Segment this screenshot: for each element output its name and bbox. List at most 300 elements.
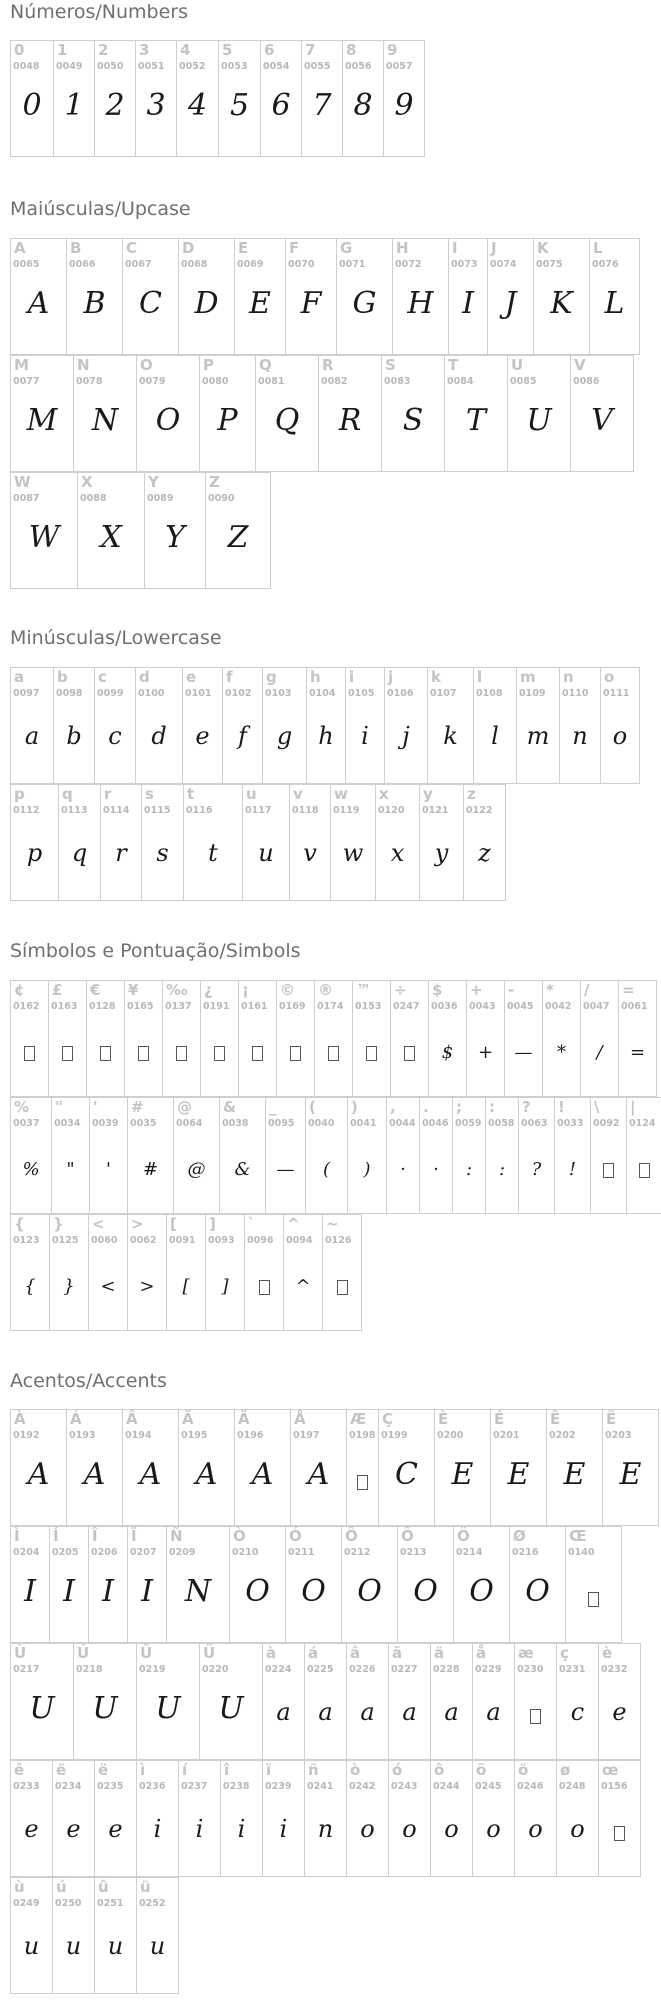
character-code: 0098 bbox=[56, 688, 83, 699]
glyph-sample: G bbox=[352, 286, 377, 321]
character-code: 0035 bbox=[130, 1118, 157, 1129]
glyph-cell bbox=[265, 1097, 306, 1214]
missing-glyph-box bbox=[639, 1163, 650, 1178]
glyph-cell bbox=[533, 238, 590, 355]
missing-glyph-icon bbox=[49, 1044, 86, 1062]
missing-glyph-box bbox=[214, 1046, 225, 1061]
character-label: Ï bbox=[131, 1527, 137, 1545]
glyph-sample: A bbox=[195, 1457, 218, 1492]
glyph-sample: / bbox=[596, 1042, 603, 1063]
glyph-cell bbox=[352, 980, 391, 1097]
glyph-sample: p bbox=[26, 839, 43, 867]
character-code: 0205 bbox=[52, 1547, 79, 1558]
character-label: l bbox=[477, 668, 483, 686]
missing-glyph-icon bbox=[627, 1161, 661, 1179]
glyph-cell bbox=[427, 667, 474, 784]
glyph-sample: o bbox=[486, 1815, 501, 1843]
glyph-cell bbox=[77, 472, 145, 589]
glyph-sample: E bbox=[619, 1457, 642, 1492]
section-title-acentos-accents: Acentos/Accents bbox=[10, 1370, 167, 1392]
glyph-cell bbox=[100, 784, 142, 901]
character-code: 0218 bbox=[76, 1664, 103, 1675]
character-code: 0120 bbox=[378, 805, 405, 816]
missing-glyph-box bbox=[530, 1709, 541, 1724]
glyph-cell bbox=[626, 1097, 661, 1214]
glyph-sample: K bbox=[550, 286, 573, 321]
character-label: ) bbox=[351, 1098, 358, 1116]
character-label: O bbox=[140, 356, 153, 374]
character-label: Ñ bbox=[170, 1527, 183, 1545]
glyph-sample: j bbox=[402, 722, 410, 750]
glyph-cell bbox=[178, 1409, 235, 1526]
glyph-cell bbox=[10, 472, 78, 589]
glyph-sample: U bbox=[29, 1691, 55, 1726]
character-code: 0156 bbox=[601, 1781, 628, 1792]
character-code: 0063 bbox=[521, 1118, 548, 1129]
character-label: U bbox=[511, 356, 524, 374]
glyph-cell bbox=[222, 667, 263, 784]
character-label: ÷ bbox=[394, 981, 407, 999]
glyph-sample: U bbox=[92, 1691, 118, 1726]
character-label: ~ bbox=[326, 1215, 339, 1233]
glyph-sample: ^ bbox=[295, 1276, 311, 1297]
glyph-sample: [ bbox=[182, 1276, 190, 1297]
character-code: 0232 bbox=[601, 1664, 628, 1675]
glyph-sample: l bbox=[491, 722, 499, 750]
glyph-sample: u bbox=[65, 1932, 82, 1960]
glyph-sample: & bbox=[234, 1159, 251, 1180]
glyph-cell bbox=[306, 667, 346, 784]
character-label: \ bbox=[594, 1098, 600, 1116]
character-label: ; bbox=[456, 1098, 462, 1116]
missing-glyph-box bbox=[614, 1826, 625, 1841]
glyph-sample: > bbox=[139, 1276, 155, 1297]
character-label: $ bbox=[432, 981, 443, 999]
character-code: 0048 bbox=[13, 61, 40, 72]
character-label: Ò bbox=[233, 1527, 246, 1545]
glyph-sample: e bbox=[612, 1698, 627, 1726]
character-code: 0087 bbox=[13, 493, 40, 504]
character-code: 0101 bbox=[185, 688, 212, 699]
glyph-cell bbox=[182, 667, 223, 784]
glyph-cell bbox=[48, 980, 87, 1097]
character-code: 0075 bbox=[536, 259, 563, 270]
character-code: 0082 bbox=[321, 376, 348, 387]
glyph-cell bbox=[52, 1760, 95, 1877]
character-code: 0099 bbox=[97, 688, 124, 699]
character-label: Û bbox=[140, 1644, 153, 1662]
character-code: 0105 bbox=[348, 688, 375, 699]
glyph-sample: i bbox=[237, 1815, 246, 1843]
glyph-sample: S bbox=[402, 403, 424, 438]
glyph-cell bbox=[53, 40, 95, 157]
glyph-cell bbox=[10, 1877, 53, 1994]
glyph-sample: z bbox=[478, 839, 491, 867]
character-label: Z bbox=[209, 473, 220, 491]
glyph-cell bbox=[392, 238, 449, 355]
glyph-cell bbox=[472, 1760, 515, 1877]
glyph-sample: a bbox=[444, 1698, 459, 1726]
character-label: ö bbox=[518, 1761, 529, 1779]
glyph-sample: E bbox=[563, 1457, 586, 1492]
character-label: Í bbox=[53, 1527, 59, 1545]
character-label: À bbox=[14, 1410, 26, 1428]
glyph-cell bbox=[135, 40, 177, 157]
character-code: 0199 bbox=[381, 1430, 408, 1441]
character-code: 0162 bbox=[13, 1001, 40, 1012]
character-label: C bbox=[126, 239, 138, 257]
character-code: 0097 bbox=[13, 688, 40, 699]
character-label: ë bbox=[98, 1761, 109, 1779]
character-label: 6 bbox=[264, 41, 275, 59]
glyph-cell bbox=[304, 1643, 347, 1760]
character-label: > bbox=[131, 1215, 144, 1233]
glyph-sample: Y bbox=[165, 520, 185, 555]
glyph-cell bbox=[378, 1409, 435, 1526]
glyph-sample: ' bbox=[106, 1159, 111, 1180]
character-code: 0192 bbox=[13, 1430, 40, 1441]
character-label: ò bbox=[350, 1761, 361, 1779]
glyph-cell bbox=[589, 238, 640, 355]
character-label: j bbox=[388, 668, 394, 686]
missing-glyph-icon bbox=[239, 1044, 276, 1062]
character-label: + bbox=[470, 981, 483, 999]
glyph-cell bbox=[178, 1760, 221, 1877]
glyph-sample: b bbox=[66, 722, 82, 750]
character-code: 0238 bbox=[223, 1781, 250, 1792]
glyph-sample: @ bbox=[187, 1159, 206, 1180]
glyph-sample: A bbox=[307, 1457, 330, 1492]
character-code: 0080 bbox=[202, 376, 229, 387]
glyph-cell bbox=[136, 355, 200, 472]
glyph-sample: h bbox=[318, 722, 334, 750]
glyph-cell bbox=[346, 1643, 389, 1760]
character-label: ¥ bbox=[128, 981, 139, 999]
glyph-sample: o bbox=[528, 1815, 543, 1843]
glyph-cell bbox=[514, 1643, 557, 1760]
glyph-cell bbox=[52, 1877, 95, 1994]
glyph-cell bbox=[162, 980, 201, 1097]
glyph-cell bbox=[73, 355, 137, 472]
character-label: ø bbox=[560, 1761, 571, 1779]
character-code: 0241 bbox=[307, 1781, 334, 1792]
character-label: Q bbox=[259, 356, 272, 374]
character-code: 0111 bbox=[603, 688, 630, 699]
glyph-cell bbox=[141, 784, 184, 901]
character-code: 0059 bbox=[455, 1118, 482, 1129]
glyph-cell bbox=[199, 355, 256, 472]
character-code: 0046 bbox=[422, 1118, 449, 1129]
character-code: 0033 bbox=[557, 1118, 584, 1129]
glyph-sample: 0 bbox=[22, 88, 42, 123]
character-code: 0153 bbox=[355, 1001, 382, 1012]
character-code: 0064 bbox=[176, 1118, 203, 1129]
glyph-cell bbox=[301, 40, 343, 157]
glyph-cell bbox=[388, 1760, 431, 1877]
glyph-cell bbox=[283, 1214, 323, 1331]
character-label: M bbox=[14, 356, 29, 374]
glyph-cell bbox=[234, 1409, 291, 1526]
character-label: | bbox=[630, 1098, 636, 1116]
glyph-cell bbox=[388, 1643, 431, 1760]
character-code: 0054 bbox=[263, 61, 290, 72]
missing-glyph-box bbox=[138, 1046, 149, 1061]
character-code: 0201 bbox=[493, 1430, 520, 1441]
character-code: 0057 bbox=[386, 61, 413, 72]
missing-glyph-icon bbox=[591, 1161, 626, 1179]
character-code: 0042 bbox=[545, 1001, 572, 1012]
character-label: ‰ bbox=[166, 981, 188, 999]
glyph-cell bbox=[262, 1643, 305, 1760]
character-label: o bbox=[604, 668, 615, 686]
glyph-sample: I bbox=[63, 1574, 75, 1609]
glyph-sample: N bbox=[184, 1574, 212, 1609]
glyph-cell bbox=[285, 1526, 342, 1643]
glyph-cell bbox=[10, 1526, 50, 1643]
character-code: 0034 bbox=[54, 1118, 81, 1129]
character-code: 0044 bbox=[389, 1118, 416, 1129]
glyph-row bbox=[10, 784, 505, 901]
glyph-cell bbox=[94, 1877, 137, 1994]
glyph-sample: m bbox=[526, 722, 550, 750]
glyph-sample: O bbox=[469, 1574, 494, 1609]
glyph-sample: O bbox=[525, 1574, 550, 1609]
glyph-sample: w bbox=[342, 839, 364, 867]
glyph-cell bbox=[509, 1526, 566, 1643]
glyph-row bbox=[10, 1097, 661, 1214]
glyph-cell bbox=[86, 980, 125, 1097]
missing-glyph-icon bbox=[353, 1044, 390, 1062]
character-label: Ë bbox=[606, 1410, 617, 1428]
character-label: - bbox=[508, 981, 515, 999]
glyph-cell bbox=[10, 355, 74, 472]
glyph-row bbox=[10, 1409, 658, 1526]
character-label: Î bbox=[92, 1527, 98, 1545]
glyph-sample: I bbox=[141, 1574, 153, 1609]
character-label: a bbox=[14, 668, 25, 686]
character-label: % bbox=[14, 1098, 30, 1116]
glyph-sample: o bbox=[444, 1815, 459, 1843]
glyph-sample: i bbox=[195, 1815, 204, 1843]
character-label: K bbox=[537, 239, 549, 257]
character-label: ú bbox=[56, 1878, 67, 1896]
glyph-row bbox=[10, 980, 656, 1097]
character-label: } bbox=[53, 1215, 64, 1233]
character-code: 0093 bbox=[208, 1235, 235, 1246]
character-code: 0090 bbox=[208, 493, 235, 504]
glyph-cell bbox=[305, 1097, 348, 1214]
glyph-cell bbox=[556, 1643, 599, 1760]
character-label: œ bbox=[602, 1761, 619, 1779]
glyph-cell bbox=[234, 238, 286, 355]
character-code: 0228 bbox=[433, 1664, 460, 1675]
glyph-sample: V bbox=[591, 403, 613, 438]
character-code: 0104 bbox=[309, 688, 336, 699]
missing-glyph-box bbox=[176, 1046, 187, 1061]
glyph-sample: 1 bbox=[64, 88, 84, 123]
character-label: Ã bbox=[182, 1410, 194, 1428]
glyph-sample: U bbox=[218, 1691, 244, 1726]
character-code: 0169 bbox=[279, 1001, 306, 1012]
character-label: ¢ bbox=[14, 981, 25, 999]
glyph-sample: ( bbox=[322, 1159, 331, 1180]
glyph-sample: · bbox=[400, 1159, 406, 1180]
character-code: 0100 bbox=[138, 688, 165, 699]
character-code: 0107 bbox=[430, 688, 457, 699]
glyph-cell bbox=[242, 784, 290, 901]
character-code: 0072 bbox=[395, 259, 422, 270]
character-label: è bbox=[602, 1644, 613, 1662]
glyph-cell bbox=[330, 784, 376, 901]
character-label: b bbox=[57, 668, 68, 686]
character-label: ô bbox=[434, 1761, 445, 1779]
character-label: t bbox=[187, 785, 195, 803]
character-label: É bbox=[494, 1410, 505, 1428]
character-code: 0224 bbox=[265, 1664, 292, 1675]
character-label: H bbox=[396, 239, 409, 257]
character-code: 0076 bbox=[592, 259, 619, 270]
glyph-cell bbox=[430, 1643, 473, 1760]
glyph-cell bbox=[336, 238, 393, 355]
character-label: Ô bbox=[345, 1527, 358, 1545]
character-code: 0066 bbox=[69, 259, 96, 270]
character-label: [ bbox=[170, 1215, 177, 1233]
glyph-cell bbox=[390, 980, 429, 1097]
character-code: 0085 bbox=[510, 376, 537, 387]
character-label: p bbox=[14, 785, 25, 803]
glyph-sample: % bbox=[22, 1159, 40, 1180]
glyph-cell bbox=[220, 1760, 263, 1877]
glyph-sample: · bbox=[433, 1159, 439, 1180]
glyph-cell bbox=[49, 1214, 89, 1331]
glyph-sample: 9 bbox=[394, 88, 414, 123]
glyph-cell bbox=[73, 1643, 137, 1760]
glyph-cell bbox=[255, 355, 319, 472]
character-label: ¿ bbox=[204, 981, 213, 999]
missing-glyph-icon bbox=[11, 1044, 48, 1062]
character-code: 0122 bbox=[466, 805, 493, 816]
missing-glyph-icon bbox=[599, 1824, 640, 1842]
character-label: ï bbox=[266, 1761, 272, 1779]
glyph-sample: A bbox=[139, 1457, 162, 1492]
character-code: 0102 bbox=[225, 688, 252, 699]
character-code: 0113 bbox=[61, 805, 88, 816]
glyph-cell bbox=[490, 1409, 547, 1526]
glyph-cell bbox=[434, 1409, 491, 1526]
character-label: h bbox=[310, 668, 321, 686]
glyph-cell bbox=[218, 40, 261, 157]
character-label: z bbox=[467, 785, 476, 803]
glyph-sample: E bbox=[451, 1457, 474, 1492]
glyph-sample: a bbox=[318, 1698, 333, 1726]
character-label: W bbox=[14, 473, 31, 491]
character-code: 0123 bbox=[13, 1235, 40, 1246]
glyph-cell bbox=[66, 238, 123, 355]
glyph-cell bbox=[94, 1760, 137, 1877]
glyph-cell bbox=[127, 1526, 167, 1643]
character-label: x bbox=[379, 785, 389, 803]
character-code: 0214 bbox=[456, 1547, 483, 1558]
character-code: 0194 bbox=[125, 1430, 152, 1441]
section-title-s-mbolos-e-pontua-o-simbols: Símbolos e Pontuação/Simbols bbox=[10, 940, 301, 962]
glyph-cell bbox=[559, 667, 601, 784]
character-code: 0070 bbox=[288, 259, 315, 270]
character-code: 0212 bbox=[344, 1547, 371, 1558]
character-code: 0237 bbox=[181, 1781, 208, 1792]
missing-glyph-box bbox=[290, 1046, 301, 1061]
character-code: 0094 bbox=[286, 1235, 313, 1246]
character-label: { bbox=[14, 1215, 25, 1233]
glyph-cell bbox=[10, 1097, 52, 1214]
character-label: J bbox=[491, 239, 497, 257]
character-label: L bbox=[593, 239, 603, 257]
glyph-cell bbox=[88, 1526, 128, 1643]
glyph-sample: y bbox=[434, 839, 449, 867]
glyph-cell bbox=[144, 472, 206, 589]
glyph-cell bbox=[166, 1526, 230, 1643]
missing-glyph-box bbox=[259, 1280, 270, 1295]
glyph-cell bbox=[487, 238, 534, 355]
character-label: 1 bbox=[57, 41, 68, 59]
glyph-sample: r bbox=[115, 839, 127, 867]
glyph-cell bbox=[173, 1097, 220, 1214]
glyph-cell bbox=[430, 1760, 473, 1877]
character-label: < bbox=[92, 1215, 105, 1233]
character-label: ó bbox=[392, 1761, 403, 1779]
character-code: 0040 bbox=[308, 1118, 335, 1129]
glyph-sample: — bbox=[276, 1159, 295, 1180]
character-code: 0250 bbox=[55, 1898, 82, 1909]
character-label: 4 bbox=[180, 41, 191, 59]
character-label: u bbox=[246, 785, 257, 803]
character-code: 0078 bbox=[76, 376, 103, 387]
character-code: 0050 bbox=[97, 61, 124, 72]
glyph-cell bbox=[49, 1526, 89, 1643]
glyph-cell bbox=[10, 980, 49, 1097]
glyph-sample: a bbox=[486, 1698, 501, 1726]
glyph-cell bbox=[200, 980, 239, 1097]
character-label: õ bbox=[476, 1761, 487, 1779]
character-code: 0061 bbox=[621, 1001, 648, 1012]
character-code: 0119 bbox=[333, 805, 360, 816]
glyph-sample: c bbox=[108, 722, 122, 750]
glyph-cell bbox=[580, 980, 619, 1097]
glyph-sample: { bbox=[24, 1276, 36, 1297]
character-label: Ö bbox=[457, 1527, 470, 1545]
glyph-cell bbox=[166, 1214, 206, 1331]
glyph-sample: 8 bbox=[353, 88, 373, 123]
missing-glyph-box bbox=[357, 1475, 368, 1490]
glyph-cell bbox=[383, 40, 425, 157]
character-code: 0116 bbox=[186, 805, 213, 816]
glyph-cell bbox=[219, 1097, 266, 1214]
character-code: 0074 bbox=[490, 259, 517, 270]
glyph-sample: F bbox=[300, 286, 322, 321]
glyph-sample: W bbox=[28, 520, 60, 555]
glyph-cell bbox=[386, 1097, 420, 1214]
glyph-sample: s bbox=[156, 839, 169, 867]
glyph-cell bbox=[10, 40, 54, 157]
glyph-sample: T bbox=[465, 403, 486, 438]
glyph-cell bbox=[136, 1643, 200, 1760]
character-code: 0207 bbox=[130, 1547, 157, 1558]
character-label: Ü bbox=[203, 1644, 216, 1662]
character-label: R bbox=[322, 356, 334, 374]
glyph-row bbox=[10, 1877, 178, 1994]
missing-glyph-icon bbox=[347, 1473, 378, 1491]
character-code: 0083 bbox=[384, 376, 411, 387]
character-label: g bbox=[266, 668, 277, 686]
